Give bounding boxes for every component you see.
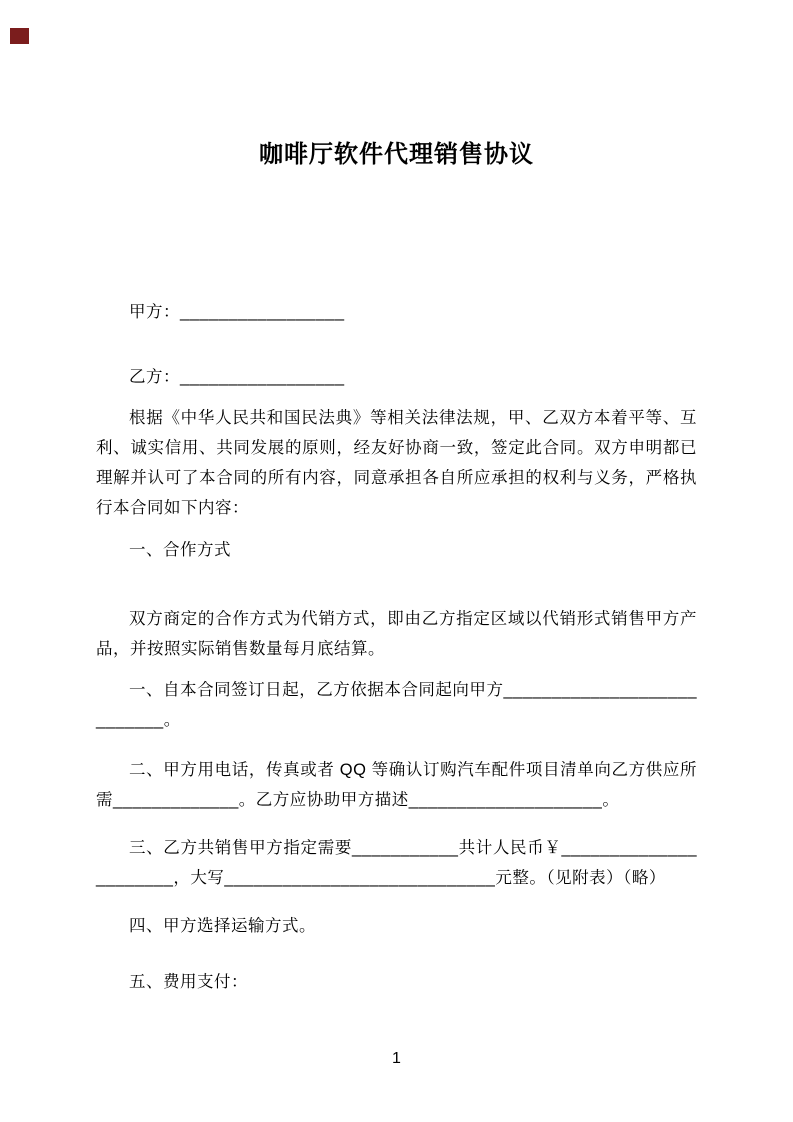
clause-cooperation-mode: 双方商定的合作方式为代销方式，即由乙方指定区域以代销形式销售甲方产品，并按照实际销售数量每月底结算。 — [96, 610, 697, 658]
document-title: 咖啡厅软件代理销售协议 — [259, 141, 534, 168]
party-b-line: 乙方：_________________ — [129, 368, 345, 386]
corner-mark — [10, 28, 29, 44]
intro-paragraph: 根据《中华人民共和国民法典》等相关法律法规，甲、乙双方本着平等、互利、诚实信用、共同发展的原则，经友好协商一致，签定此合同。双方申明都已理解并认可了本合同的所有内容，同意承担各自所应承担的权利与义务，严格执行本合同如下内容： — [96, 409, 697, 517]
page-number: 1 — [392, 1050, 401, 1067]
section-1-heading: 一、合作方式 — [129, 541, 231, 559]
clause-item-3: 三、乙方共销售甲方指定需要___________共计人民币￥______________________，大写____________________________元整。（见附表）（略） — [96, 839, 697, 887]
clause-item-5: 五、费用支付： — [129, 973, 248, 991]
clause-item-1: 一、自本合同签订日起，乙方依据本合同起向甲方___________________________。 — [96, 681, 697, 729]
clause-item-4: 四、甲方选择运输方式。 — [129, 917, 316, 935]
party-a-line: 甲方：_________________ — [129, 303, 345, 321]
clause-item-2: 二、甲方用电话，传真或者 QQ 等确认订购汽车配件项目清单向乙方供应所需_____________。乙方应协助甲方描述____________________。 — [96, 761, 697, 809]
